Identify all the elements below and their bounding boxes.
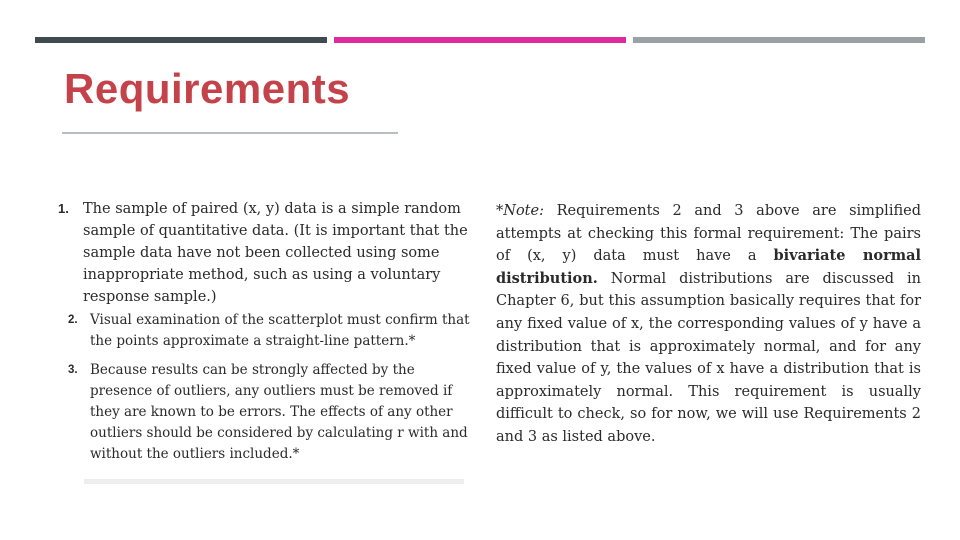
requirement-number: 3. bbox=[68, 364, 78, 376]
note-text: Requirements 2 and 3 above are simplified attempts at checking this formal requirement: The pairs of (x, y) data must have a bbox=[496, 203, 921, 265]
requirement-text: The sample of paired (x, y) data is a simple random sample of quantitative data. (It is important that the sample data have not been collected using some inappropriate method, such as using a voluntary response sample.) bbox=[83, 201, 468, 305]
requirement-item-2 bbox=[56, 310, 476, 352]
faint-scan-line bbox=[84, 479, 464, 484]
requirement-text: Visual examination of the scatterplot must confirm that the points approximate a straight-line pattern.* bbox=[90, 312, 470, 349]
footnote-block bbox=[496, 200, 921, 449]
requirement-number: 2. bbox=[68, 314, 78, 326]
requirement-item-1 bbox=[56, 198, 476, 308]
requirements-list bbox=[56, 198, 476, 467]
page-title: Requirements bbox=[64, 65, 351, 112]
requirement-number: 1. bbox=[58, 201, 69, 216]
requirement-item-3 bbox=[56, 360, 476, 465]
accent-bar-pink bbox=[334, 37, 626, 43]
requirement-text: Because results can be strongly affected by the presence of outliers, any outliers must be removed if they are known to be errors. The effects of any other outliers should be considered by calculating r with and without the outliers included.* bbox=[90, 362, 468, 462]
note-bold-term: bivariate normal distribution. bbox=[496, 247, 921, 287]
accent-bar-dark bbox=[35, 37, 327, 43]
title-underline bbox=[62, 132, 398, 134]
note-label: *Note: bbox=[496, 203, 544, 219]
note-text-continued: Normal distributions are discussed in Chapter 6, but this assumption basically requires that for any fixed value of x, the corresponding values of y have a distribution that is approximately normal, and for any fixed value of y, the values of x have a distribution that is approximately normal. This requirement is usually difficult to check, so for now, we will use Requirements 2 and 3 as listed above. bbox=[496, 270, 921, 445]
accent-bar-gray bbox=[633, 37, 925, 43]
